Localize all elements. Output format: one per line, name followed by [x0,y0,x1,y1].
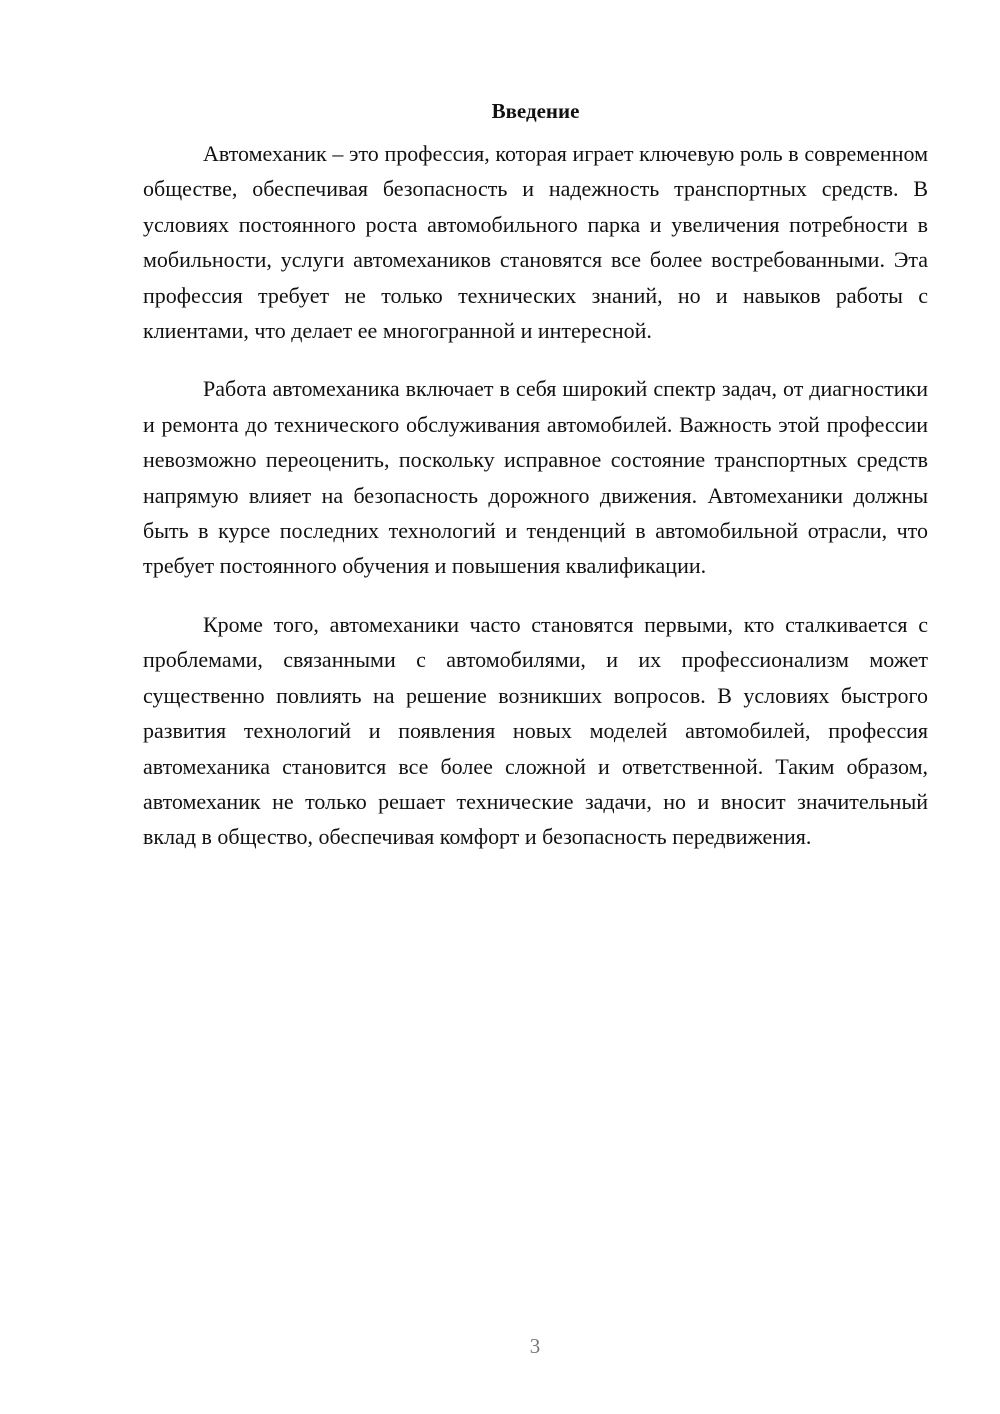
paragraph-3: Кроме того, автомеханики часто становятся первыми, кто сталкивается с проблемами, связанными с автомобилями, и их профессионализм может существенно повлиять на решение возникших вопросов. В условиях быстрого развития технологий и появления новых моделей автомобилей, профессия автомеханика становится все более сложной и ответственной. Таким образом, автомеханик не только решает технические задачи, но и вносит значительный вклад в общество, обеспечивая комфорт и безопасность передвижения. [143,611,928,850]
page-content [143,96,928,878]
paragraph-1: Автомеханик – это профессия, которая играет ключевую роль в современном обществе, обеспечивая безопасность и надежность транспортных средств. В условиях постоянного роста автомобильного парка и увеличения потребности в мобильности, услуги автомехаников становятся все более востребованными. Эта профессия требует не только технических знаний, но и навыков работы с клиентами, что делает ее многогранной и интересной. [143,141,928,344]
page-number: 3 [529,1334,541,1358]
paragraph-2: Работа автомеханика включает в себя широкий спектр задач, от диагностики и ремонта до технического обслуживания автомобилей. Важность этой профессии невозможно переоценить, поскольку исправное состояние транспортных средств напрямую влияет на безопасность дорожного движения. Автомеханики должны быть в курсе последних технологий и тенденций в автомобильной отрасли, что требует постоянного обучения и повышения квалификации. [143,376,928,579]
section-heading: Введение [491,99,580,123]
